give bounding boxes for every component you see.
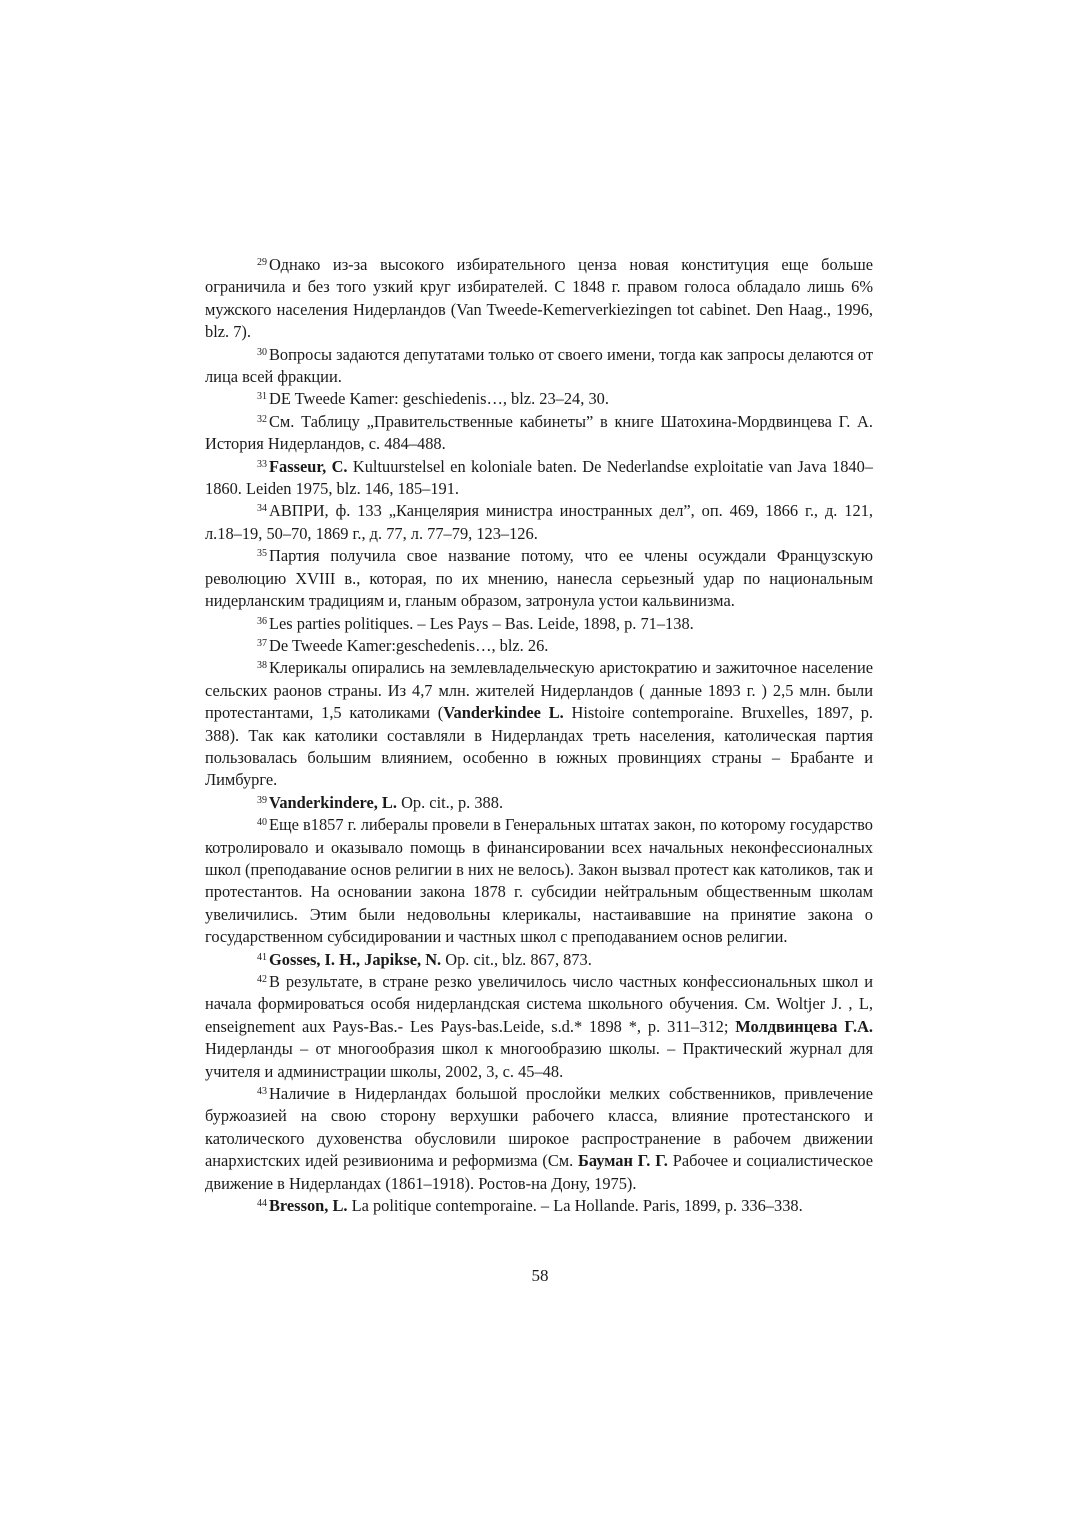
footnote-number: 29 [257,257,267,268]
author-name: Bresson, L. [269,1196,348,1216]
footnote-41 [205,949,873,971]
author-name: Gosses, I. H., Japikse, N. [269,949,442,969]
author-name: Vanderkindee L. [443,703,564,723]
footnotes-block [205,254,873,1217]
footnote-39 [205,792,873,814]
author-name: Fasseur, C. [269,456,348,476]
footnote-text: Рабочее и социалистическое движение в Нидерландах (1861–1918). Ростов-на Дону, 1975). [205,1151,873,1193]
footnote-number: 32 [257,413,267,425]
footnote-text: Op. cit., p. 388. [396,792,504,812]
page-number: 58 [531,1266,549,1285]
footnote-40 [205,814,873,948]
footnote-number: 38 [257,660,267,672]
footnote-text: Histoire contemporaine. Bruxelles, 1897, p. 388). Так как католики составляли в Нидерландах треть населения, католическая партия пользовалась большим влиянием, особенно в южных провинциях страны – Брабанте и Лимбурге. [205,703,874,790]
footnote-text: De Tweede Kamer:geschedenis…, blz. 26. [269,635,549,655]
author-name: Vanderkindere, L. [269,792,397,812]
footnote-text: См. Таблицу „Правительственные кабинеты” в книге Шатохина-Мордвинцева Г. А. История Нидерландов, с. 484–488. [205,411,873,454]
author-name: Молдвинцева Г.А. [735,1016,874,1036]
footnote-37 [205,635,873,657]
footnote-number: 42 [257,974,267,985]
footnote-35 [205,545,873,612]
footnote-42 [205,971,873,1083]
footnote-38 [205,657,873,791]
footnote-number: 35 [257,548,267,560]
footnote-text: Однако из-за высокого избирательного ценза новая конституция еще больше ограничила и без того узкий круг избирателей. С 1848 г. правом голоса обладало лишь 6% мужского населения Нидерландов (Van Tweede-Kemerverkiezingen tot cabinet. Den Haag., 1996, blz. 7). [205,255,873,342]
footnote-31 [205,388,873,410]
footnote-text: Клерикалы опирались на землевладельческую аристократию и зажиточное население сельских раонов страны. Из 4,7 млн. жителей Нидерландов ( данные 1893 г. ) 2,5 млн. были протестантами, 1,5 католиками ( [205,658,873,723]
footnote-text: Нидерланды – от многообразия школ к многообразию школы. – Практический журнал для учителя и администрации школы, 2002, 3, с. 45–48. [205,1039,873,1081]
footnote-text: АВПРИ, ф. 133 „Канцелярия министра иностранных дел”, оп. 469, 1866 г., д. 121, л.18–19, 50–70, 1869 г., д. 77, л. 77–79, 123–126. [205,501,873,543]
footnote-number: 33 [257,458,267,470]
footnote-text: Наличие в Нидерландах большой прослойки мелких собственников, привлечение буржоазией на свою сторону верхушки рабочего класса, влияние протестанского и католического духовенства обусловили широкое распространение в рабочем движении анархистских идей резивионима и реформизма (См. [205,1084,873,1171]
footnote-text: La politique contemporaine. – La Hollande. Paris, 1899, p. 336–338. [347,1196,803,1216]
footnote-44 [205,1195,873,1217]
footnote-number: 43 [257,1086,267,1098]
author-name: Бауман Г. Г. [578,1151,668,1171]
footnote-32 [205,411,873,456]
footnote-number: 40 [257,817,267,829]
footnote-text: Kultuurstelsel en koloniale baten. De Nederlandse exploitatie van Java 1840–1860. Leiden 1975, blz. 146, 185–191. [205,456,873,499]
footnote-number: 41 [257,951,267,963]
footnote-number: 31 [257,391,267,403]
footnote-number: 36 [257,615,267,627]
footnote-number: 37 [257,637,267,649]
footnote-number: 39 [257,794,267,806]
footnote-43 [205,1083,873,1195]
footnote-text: В результате, в стране резко увеличилось число частных конфессиональных школ и начала формироваться особя нидерландская система школьного обучения. См. Woltjer J. , L, enseignement aux Pays-Bas.- Les Pays-bas.Leide, s.d.* 1898 *, p. 311–312; [205,972,873,1036]
footnote-text: Op. cit., blz. 867, 873. [441,949,592,969]
footnote-34 [205,500,873,545]
footnote-text: Les parties politiques. – Les Pays – Bas. Leide, 1898, p. 71–138. [269,613,694,633]
footnote-29 [205,254,873,344]
footnote-text: DE Tweede Kamer: geschiedenis…, blz. 23–24, 30. [269,389,609,409]
footnote-text: Еще в1857 г. либералы провели в Генеральных штатах закон, по которому государство котролировало и оказывало помощь в финансировании всех начальных неконфессионалных школ (преподавание основ религии в них не велось). Закон вызвал протест как католиков, так и протестантов. На основании закона 1878 г. субсидии нейтральным общественным школам увеличились. Этим были недовольны клерикалы, настаивавшие на принятие закона о государственном субсидировании и частных школ с преподаванием основ религии. [205,815,873,947]
footnote-36 [205,613,873,635]
footnote-33 [205,456,873,501]
footnote-number: 34 [257,503,267,515]
footnote-text: Партия получила свое название потому, что ее члены осуждали Французскую революцию XVIII в., которая, по их мнению, нанесла серьезный удар по национальным нидерланским традициям и, гланым образом, затронула устои кальвинизма. [205,546,873,611]
footnote-text: Вопросы задаются депутатами только от своего имени, тогда как запросы делаются от лица всей фракции. [205,344,873,387]
footnote-30 [205,344,873,389]
footnote-number: 44 [257,1198,267,1210]
footnote-number: 30 [257,346,267,358]
